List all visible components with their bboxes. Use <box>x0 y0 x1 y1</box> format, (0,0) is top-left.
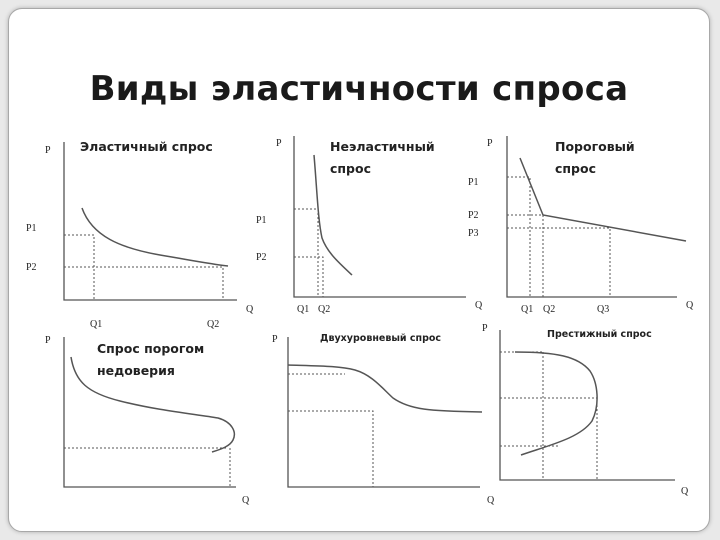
panel-title: спрос <box>330 161 371 176</box>
axes <box>294 136 466 297</box>
axis-q-label: Q <box>487 495 495 506</box>
panel-inelastic <box>256 136 483 315</box>
tick-label: Q1 <box>297 304 310 315</box>
tick-label: P2 <box>26 262 37 273</box>
guide-lines <box>507 177 610 297</box>
axis-q-label: Q <box>475 300 483 311</box>
axis-q-label: Q <box>246 304 254 315</box>
axis-p-label: P <box>45 145 51 156</box>
tick-label: Q1 <box>521 304 534 315</box>
panel-title: Пороговый <box>555 139 635 154</box>
axis-p-label: P <box>487 138 493 149</box>
panel-title: Спрос порогом <box>97 341 205 356</box>
panel-title: Двухуровневый спрос <box>320 333 442 344</box>
panel-distrust <box>45 335 250 506</box>
panel-title: Эластичный спрос <box>80 139 213 154</box>
axes <box>64 337 236 487</box>
panel-two-level <box>272 333 495 506</box>
demand-curve <box>288 365 482 412</box>
demand-curve <box>82 208 228 266</box>
tick-label: P3 <box>468 228 479 239</box>
panel-title: Престижный спрос <box>547 329 652 340</box>
tick-label: P1 <box>256 215 267 226</box>
guide-lines <box>294 209 323 297</box>
guide-lines <box>64 448 230 487</box>
tick-label: Q2 <box>543 304 556 315</box>
axis-q-label: Q <box>681 486 689 497</box>
panel-title: спрос <box>555 161 596 176</box>
tick-label: P1 <box>468 177 479 188</box>
axis-p-label: P <box>272 334 278 345</box>
axis-q-label: Q <box>686 300 694 311</box>
axes <box>64 142 237 300</box>
guide-lines <box>64 235 223 300</box>
axis-p-label: P <box>482 323 488 334</box>
slide-title: Виды эластичности спроса <box>89 69 629 109</box>
panel-prestige <box>482 323 689 497</box>
guide-lines <box>500 352 597 480</box>
tick-label: Q1 <box>90 319 103 330</box>
tick-label: P2 <box>468 210 479 221</box>
axis-q-label: Q <box>242 495 250 506</box>
tick-label: Q2 <box>318 304 331 315</box>
tick-label: Q3 <box>597 304 610 315</box>
tick-label: P2 <box>256 252 267 263</box>
axis-p-label: P <box>276 138 282 149</box>
tick-label: Q2 <box>207 319 220 330</box>
panel-title: недоверия <box>97 363 175 378</box>
tick-label: P1 <box>26 223 37 234</box>
demand-curve <box>520 158 686 241</box>
demand-curve <box>515 352 597 455</box>
guide-lines <box>288 374 373 487</box>
panel-threshold <box>468 136 694 315</box>
axes <box>288 337 480 487</box>
panel-elastic <box>26 139 254 330</box>
panel-title: Неэластичный <box>330 139 435 154</box>
axis-p-label: P <box>45 335 51 346</box>
